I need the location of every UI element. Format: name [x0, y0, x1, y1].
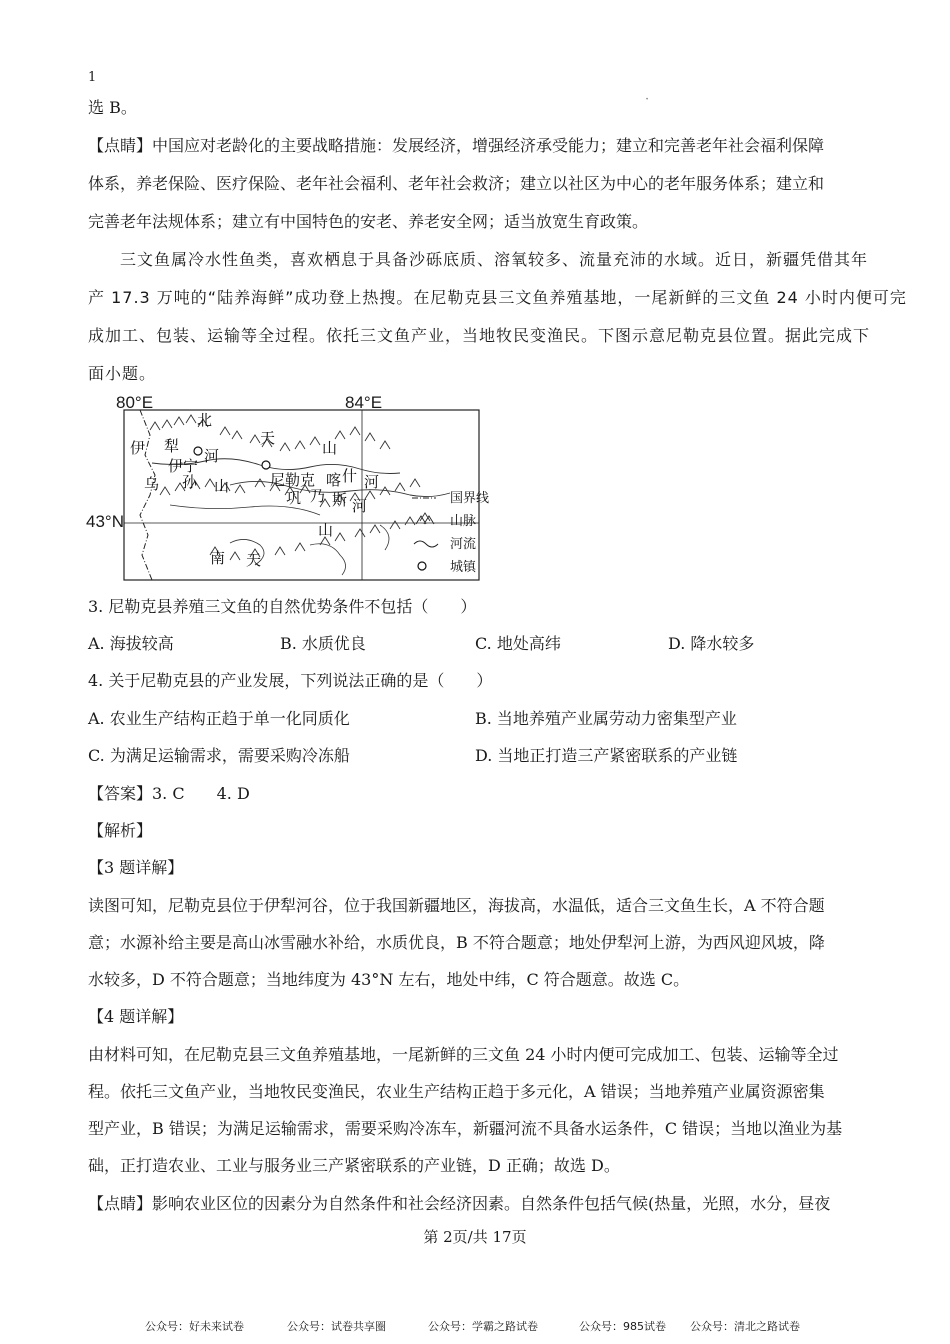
text-line: 体系，养老保险、医疗保险、老年社会福利、老年社会救济；建立以社区为中心的老年服务体系；建立和	[88, 174, 825, 193]
q3-option-c: C. 地处高纬	[475, 634, 561, 653]
footer-account: 公众号：清北之路试卷	[690, 1320, 800, 1333]
q4-option-b: B. 当地养殖产业属劳动力密集型产业	[475, 709, 737, 728]
footer-account: 公众号：学霸之路试卷	[428, 1320, 538, 1333]
map-label: 孙	[182, 473, 198, 491]
map-label: 河	[364, 473, 380, 491]
lat-label: 43°N	[86, 512, 124, 531]
answer-line: 【答案】3. C 4. D	[88, 784, 250, 803]
detail-3-line: 水较多，D 不符合题意；当地纬度为 43°N 左右，地处中纬，C 符合题意。故选 C。	[88, 970, 690, 989]
question-3-stem: 3. 尼勒克县养殖三文鱼的自然优势条件不包括（ ）	[88, 597, 477, 616]
page-number: 第 2页/共 17页	[423, 1228, 527, 1246]
map-label: 山	[214, 477, 230, 495]
map-label: 尼勒克	[270, 471, 316, 489]
nileke-town-marker	[262, 461, 270, 469]
map-label: 山	[322, 439, 338, 457]
material-line: 三文鱼属冷水性鱼类，喜欢栖息于具备沙砾底质、溶氧较多、流量充沛的水域。近日，新疆凭借其年	[120, 250, 869, 269]
detail-4-line: 由材料可知，在尼勒克县三文鱼养殖基地，一尾新鲜的三文鱼 24 小时内便可完成加工、包装、运输等全过	[88, 1045, 839, 1064]
map-label: 斯	[332, 491, 348, 509]
map-label: 天	[246, 551, 262, 569]
legend-river: 河流	[450, 537, 477, 552]
material-line: 面小题。	[88, 364, 157, 383]
yining-town-marker	[194, 447, 202, 455]
q3-option-d: D. 降水较多	[668, 634, 755, 653]
map-label: 河	[204, 447, 220, 465]
dianjing-line: 【点睛】影响农业区位的因素分为自然条件和社会经济因素。自然条件包括气候(热量，光照，水分，昼夜	[88, 1194, 831, 1213]
map-label: 天	[260, 429, 276, 447]
detail-3-title: 【3 题详解】	[88, 858, 184, 877]
material-line: 产 17.3 万吨的“陆养海鲜”成功登上热搜。在尼勒克县三文鱼养殖基地，一尾新鲜的三文鱼 24 小时内便可完	[88, 288, 907, 307]
map-label: 北	[197, 411, 213, 429]
q3-option-b: B. 水质优良	[280, 634, 366, 653]
map-label: 乃	[310, 487, 326, 505]
map-label: 山	[318, 521, 334, 539]
map-label: 乌	[144, 475, 160, 493]
legend-border: 国界线	[450, 491, 490, 506]
map-label: 河	[352, 497, 368, 515]
map-label: 犁	[164, 437, 180, 455]
question-4-stem: 4. 关于尼勒克县的产业发展，下列说法正确的是（ ）	[88, 671, 493, 690]
detail-3-line: 意；水源补给主要是高山冰雪融水补给，水质优良，B 不符合题意；地处伊犁河上游，为西风迎风坡，降	[88, 933, 825, 952]
footer-account: 公众号：试卷共享圈	[287, 1320, 386, 1333]
detail-4-line: 础，正打造农业、工业与服务业三产紧密联系的产业链，D 正确；故选 D。	[88, 1156, 620, 1175]
analysis-heading: 【解析】	[88, 821, 153, 840]
detail-4-line: 型产业，B 错误；为满足运输需求，需要采购冷冻车，新疆河流不具备水运条件，C 错误；当地以渔业为基	[88, 1119, 843, 1138]
q4-option-d: D. 当地正打造三产紧密联系的产业链	[475, 746, 738, 765]
river-legend-icon	[414, 541, 438, 547]
legend-mountain: 山脉	[450, 514, 477, 529]
page-marker: 1	[88, 70, 97, 85]
q3-option-a: A. 海拔较高	[88, 634, 174, 653]
text-line: 选 B。	[88, 98, 137, 117]
detail-3-line: 读图可知，尼勒克县位于伊犁河谷，位于我国新疆地区，海拔高，水温低，适合三文鱼生长，A 不符合题	[88, 896, 825, 915]
q4-option-a: A. 农业生产结构正趋于单一化同质化	[88, 709, 350, 728]
map-label: 南	[210, 549, 226, 567]
map-label: 什	[342, 467, 358, 485]
text-line: 完善老年法规体系；建立有中国特色的安老、养老安全网；适当放宽生育政策。	[88, 212, 649, 231]
map-label: 喀	[326, 471, 342, 489]
q4-option-c: C. 为满足运输需求，需要采购冷冻船	[88, 746, 350, 765]
map-label: 伊宁	[168, 457, 199, 475]
footer-account: 公众号：好未来试卷	[145, 1320, 244, 1333]
top-dot: ·	[645, 92, 650, 107]
lon-left-label: 80°E	[116, 393, 154, 412]
dianjing-line: 【点睛】中国应对老龄化的主要战略措施：发展经济，增强经济承受能力；建立和完善老年社会福利保障	[88, 136, 825, 155]
material-line: 成加工、包装、运输等全过程。依托三文鱼产业，当地牧民变渔民。下图示意尼勒克县位置。据此完成下	[88, 326, 871, 345]
map-label: 伊	[130, 439, 146, 457]
lon-right-label: 84°E	[345, 393, 383, 412]
footer-account: 公众号：985试卷	[579, 1320, 666, 1333]
map-legend	[410, 488, 510, 578]
map-label: 巩	[286, 489, 302, 507]
detail-4-title: 【4 题详解】	[88, 1007, 184, 1026]
town-legend-icon	[418, 562, 426, 570]
mountain-legend-icon	[416, 516, 434, 524]
legend-town: 城镇	[450, 560, 477, 575]
detail-4-line: 程。依托三文鱼产业，当地牧民变渔民，农业生产结构正趋于多元化，A 错误；当地养殖产业属资源密集	[88, 1082, 825, 1101]
